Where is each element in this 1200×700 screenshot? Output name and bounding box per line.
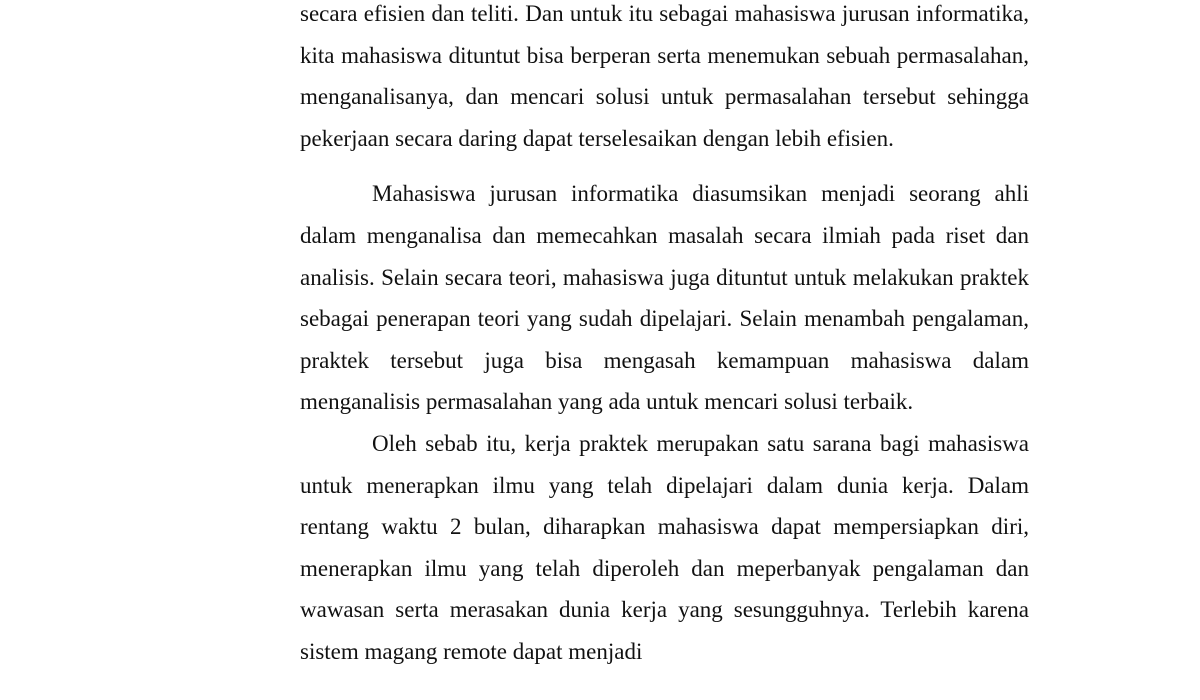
paragraph-continuation: secara efisien dan teliti. Dan untuk itu sebagai mahasiswa jurusan informatika, kita mahasiswa dituntut bisa berperan serta menemukan sebuah permasalahan, menganalisanya, dan mencari solusi untuk permasalahan tersebut sehingga pekerjaan secara daring dapat terselesaikan dengan lebih efisien. — [300, 1, 1029, 151]
paragraph-mahasiswa: Mahasiswa jurusan informatika diasumsikan menjadi seorang ahli dalam menganalisa dan memecahkan masalah secara ilmiah pada riset dan analisis. Selain secara teori, mahasiswa juga dituntut untuk melakukan praktek sebagai penerapan teori yang sudah dipelajari. Selain menambah pengalaman, praktek tersebut juga bisa mengasah kemampuan mahasiswa dalam menganalisis permasalahan yang ada untuk mencari solusi terbaik. — [300, 181, 1029, 415]
paragraph-oleh-sebab-itu: Oleh sebab itu, kerja praktek merupakan satu sarana bagi mahasiswa untuk menerapkan ilmu yang telah dipelajari dalam dunia kerja. Dalam rentang waktu 2 bulan, diharapkan mahasiswa dapat mempersiapkan diri, menerapkan ilmu yang telah diperoleh dan meperbanyak pengalaman dan wawasan serta merasakan dunia kerja yang sesungguhnya. Terlebih karena sistem magang remote dapat menjadi — [300, 430, 1029, 664]
body-text — [300, 0, 1029, 673]
